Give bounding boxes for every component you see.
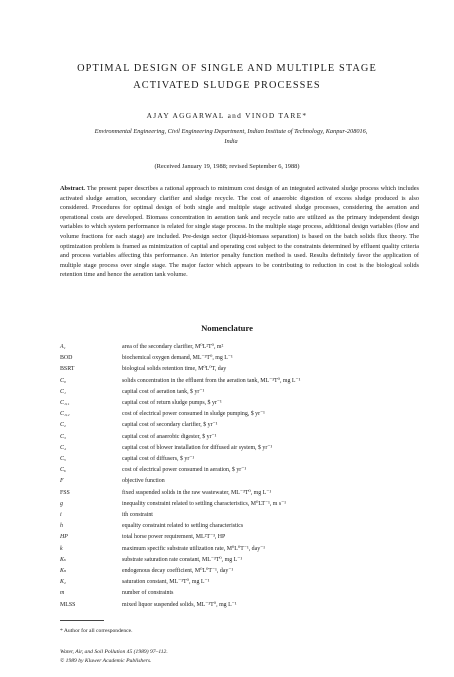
authors: AJAY AGGARWAL and VINOD TARE* [146,111,308,120]
nomenclature-definition: capital cost of diffusers, $ yr⁻¹ [122,456,195,462]
nomenclature-symbol: C₀ [60,377,66,384]
nomenclature-row [60,512,420,521]
nomenclature-definition: capital cost of aeration tank, $ yr⁻¹ [122,388,205,395]
footnote-divider [60,620,104,621]
title-line-2: ACTIVATED SLUDGE PROCESSES [133,80,321,91]
nomenclature-symbol: BSRT [60,366,75,373]
nomenclature-symbol: C₃ [60,433,66,440]
nomenclature-definition: capital cost of return sludge pumps, $ yr⁻¹ [122,400,222,406]
journal-citation [60,648,168,665]
nomenclature-row [60,400,420,409]
nomenclature-definition: solids concentration in the effluent from the aeration tank, ML⁻³T⁰, mg L⁻¹ [122,377,301,384]
affiliation-line-2: India [224,137,238,145]
nomenclature-symbol: C₁ [60,388,66,395]
nomenclature-definition: capital cost of secondary clarifier, $ yr⁻¹ [122,422,218,429]
nomenclature-symbol: i [60,512,62,518]
nomenclature-row [60,579,420,588]
nomenclature-row [60,378,420,387]
nomenclature-symbol: FSS [60,489,70,496]
nomenclature-definition: substrate saturation rate constant, ML⁻³T⁰, mg L⁻¹ [122,556,243,563]
nomenclature-symbol: MLSS [60,601,76,608]
nomenclature-symbol: g [60,500,63,507]
nomenclature-row [60,389,420,398]
nomenclature-heading: Nomenclature [201,323,253,333]
nomenclature-row [60,456,420,465]
nomenclature-symbol: Kₛ [60,556,66,563]
nomenclature-definition: mixed liquor suspended solids, ML⁻³T⁰, mg L⁻¹ [122,601,237,608]
nomenclature-row [60,501,420,510]
nomenclature-symbol: C₁,₁ [60,400,70,406]
nomenclature-row [60,366,420,375]
nomenclature-row [60,568,420,577]
nomenclature-row [60,490,420,499]
nomenclature-symbol: k [60,545,63,552]
nomenclature-row [60,557,420,566]
abstract-text: The present paper describes a rational approach to minimum cost design of an integrated activated sludge process which includes activated sludge aeration, secondary clarifier and sludge recycle. The cost of anaerobic digestion of excess sludge produced is also considered. Procedures for optimal design of both single and multiple stage activated sludge processes, considering the aeration and operational costs are developed. Biomass concentration in aeration tank and recycle ratio are utilized as the primary independent design variables to which system performance is related for single stage process. In the multiple stage process, additional design variables (flow and volume fractions for each stage) are included. Pre-design sector (liquid-biomass separation) is based on the batch solids flux theory. The optimization problem is framed as minimization of capital and operating cost subject to the constraints determined by effluent quality criteria and process variables affecting this performance. An interior penalty function method is used. Results definitely favor the application of multiple stage process over single stage. The major factor which appears to be contributing to reduction in cost is the biological solids retention time and hence the aeration tank volume. [60,185,419,279]
nomenclature-row [60,478,420,487]
nomenclature-symbol: C₄ [60,444,66,451]
footnote: * Author for all correspondence. [60,628,133,634]
nomenclature-definition: fixed suspended solids in the raw wastewater, ML⁻³T⁰, mg L⁻¹ [122,489,272,496]
nomenclature-symbol: C₅ [60,456,66,462]
nomenclature-symbol: h [60,523,63,530]
nomenclature-definition: inequality constraint related to settling characteristics, M⁰LT⁻¹, m s⁻¹ [122,500,287,507]
nomenclature-definition: equality constraint related to settling characteristics [122,523,244,530]
nomenclature-symbol: C₂ [60,422,66,429]
nomenclature-symbol: K₂ [60,579,66,586]
nomenclature-definition: capital cost of blower installation for diffused air system, $ yr⁻¹ [122,444,273,451]
nomenclature-definition: biochemical oxygen demand, ML⁻³T⁰, mg L⁻¹ [122,355,233,362]
nomenclature-definition: endogenous decay coefficient, M⁰L⁰T⁻¹, day⁻¹ [122,568,234,574]
nomenclature-definition: total horse power requirement, ML²T⁻³, HP [122,534,226,541]
nomenclature-definition: maximum specific substrate utilization rate, M⁰L⁰T⁻¹, day⁻¹ [122,545,266,552]
nomenclature-row [60,534,420,543]
nomenclature-symbol: A₁ [60,344,66,350]
nomenclature-definition: cost of electrical power consumed in aeration, $ yr⁻¹ [122,467,247,474]
nomenclature-definition: capital cost of anaerobic digester, $ yr⁻¹ [122,433,217,440]
nomenclature-definition: saturation constant, ML⁻³T⁰, mg L⁻¹ [122,579,210,586]
nomenclature-definition: area of the secondary clarifier, M⁰L²T⁰, m² [122,344,224,350]
nomenclature-definition: cost of electrical power consumed in sludge pumping, $ yr⁻¹ [122,411,265,418]
nomenclature-row [60,422,420,431]
nomenclature-definition: objective function [122,478,165,485]
nomenclature-symbol: Kₙ [60,568,67,574]
nomenclature-row [60,411,420,420]
affiliation-line-1: Environmental Engineering, Civil Engineering Department, Indian Institute of Technology, Kanpur-208016, [94,128,368,135]
abstract-label: Abstract. [60,185,86,192]
abstract [60,184,419,280]
nomenclature-symbol: F [60,478,64,485]
nomenclature-row [60,434,420,443]
paper-title [40,60,414,94]
nomenclature-row [60,546,420,555]
nomenclature-row [60,467,420,476]
nomenclature-symbol: BOD [60,355,73,362]
nomenclature-row [60,523,420,532]
title-line-1: OPTIMAL DESIGN OF SINGLE AND MULTIPLE STAGE [77,63,377,74]
nomenclature-row [60,445,420,454]
journal-line-2: © 1989 by Kluwer Academic Publishers. [60,657,152,664]
nomenclature-definition: number of constraints [122,590,174,597]
nomenclature-row [60,355,420,364]
received-dates: (Received January 19, 1988; revised September 6, 1988) [154,163,300,170]
nomenclature-symbol: C₁,₂ [60,411,70,418]
nomenclature-definition: ith constraint [122,512,153,518]
nomenclature-row [60,344,420,353]
nomenclature-symbol: m [60,590,65,597]
nomenclature-row [60,590,420,599]
journal-line-1: Water, Air, and Soil Pollution 45 (1989) 97–112. [60,649,168,655]
nomenclature-row [60,602,420,611]
nomenclature-definition: biological solids retention time, M⁰L⁰T, day [122,366,227,373]
nomenclature-symbol: HP [60,534,68,541]
nomenclature-symbol: C₆ [60,467,66,474]
affiliation [66,127,396,146]
